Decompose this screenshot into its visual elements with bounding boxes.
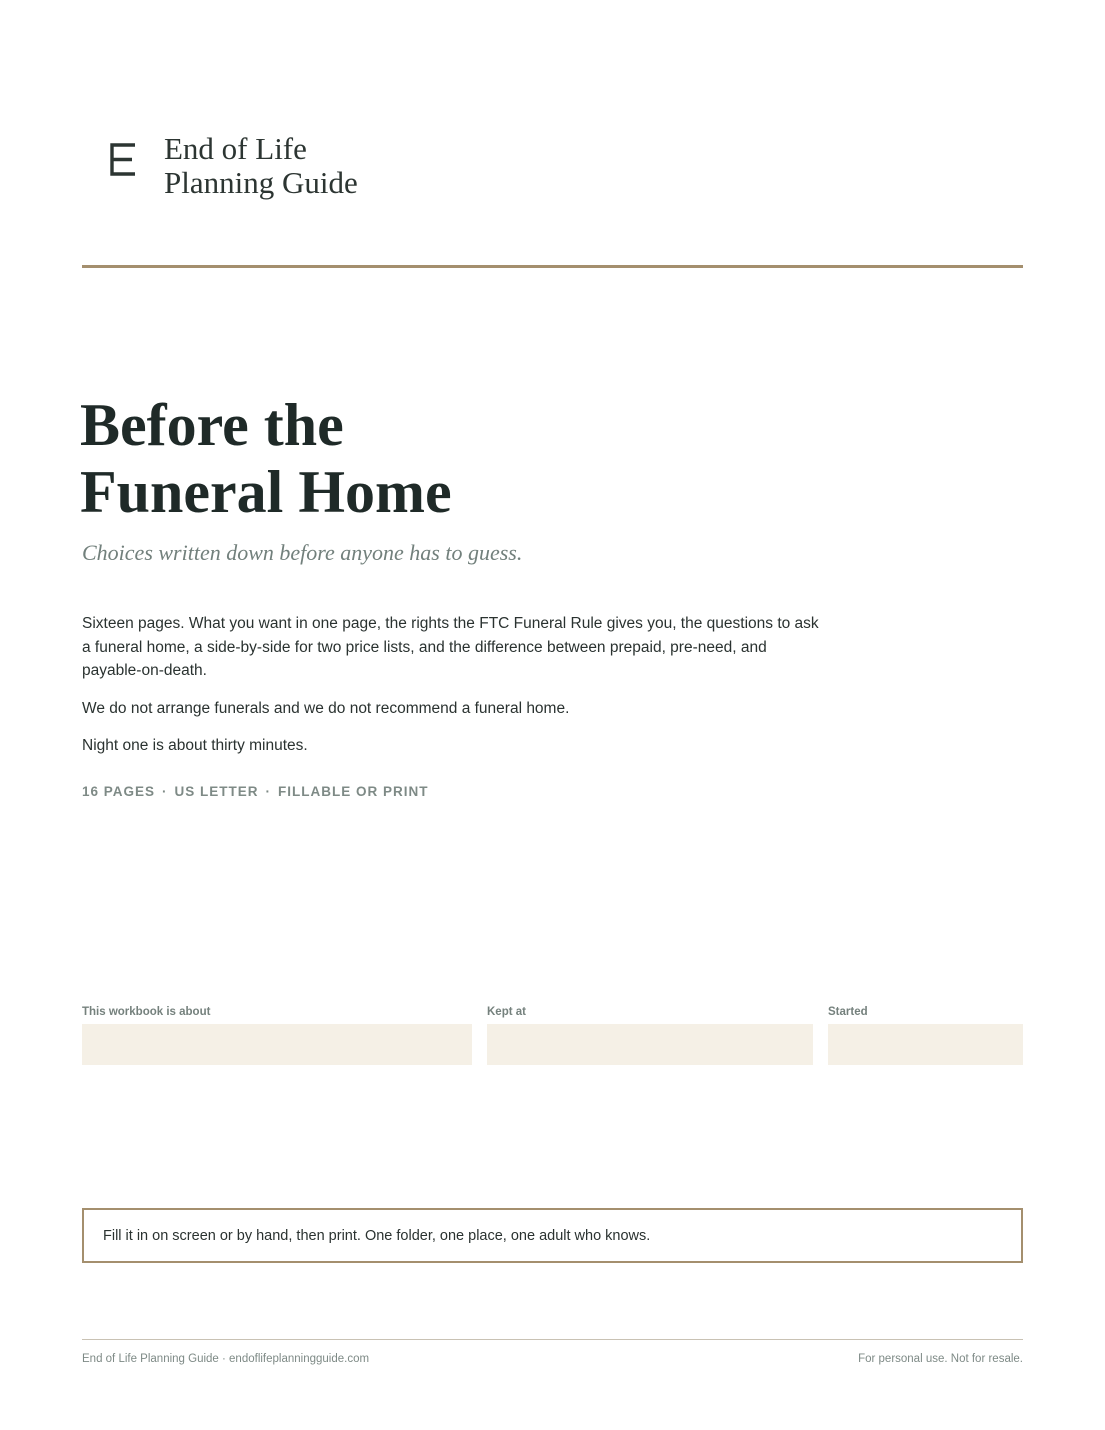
brand-name [164,132,358,200]
document-meta [82,784,429,799]
instruction-note-text: Fill it in on screen or by hand, then print. One folder, one place, one adult who knows. [103,1227,651,1244]
intro-paragraph-3: Night one is about thirty minutes. [82,737,308,754]
letter-e-mark-icon [108,141,138,181]
started-field[interactable] [828,1024,1023,1065]
started-field-label: Started [828,1006,868,1018]
kept-at-field-group [487,1004,813,1065]
kept-at-field-label: Kept at [487,1006,526,1018]
footer-site: End of Life Planning Guide · endoflifeplanningguide.com [82,1353,370,1365]
page-subtitle: Choices written down before anyone has to guess. [82,540,523,565]
about-field-label: This workbook is about [82,1006,211,1018]
meta-size: US LETTER [174,784,259,799]
page-title-line1: Before the [80,392,344,458]
intro-text [82,612,822,772]
brand-logo [108,132,358,200]
about-field[interactable] [82,1024,472,1065]
meta-separator: · [265,784,272,799]
meta-separator: · [162,784,168,799]
meta-format: FILLABLE OR PRINT [278,784,429,799]
header-divider [82,265,1023,268]
footer-divider [82,1339,1023,1340]
about-field-group [82,1004,472,1065]
brand-name-line2: Planning Guide [164,165,358,200]
kept-at-field[interactable] [487,1024,813,1065]
footer-license: For personal use. Not for resale. [858,1353,1023,1365]
instruction-note [82,1208,1023,1263]
brand-name-line1: End of Life [164,131,307,166]
meta-pages: 16 PAGES [82,784,156,799]
intro-paragraph-2: We do not arrange funerals and we do not recommend a funeral home. [82,699,570,717]
started-field-group [828,1004,1023,1065]
page-title-line2: Funeral Home [80,459,452,525]
intro-paragraph-1: Sixteen pages. What you want in one page, the rights the FTC Funeral Rule gives you, the questions to ask a funeral home, a side-by-side for two price lists, and the difference between prepaid, pre-need, and payable-on-death. [82,615,819,679]
page-title [80,392,452,526]
